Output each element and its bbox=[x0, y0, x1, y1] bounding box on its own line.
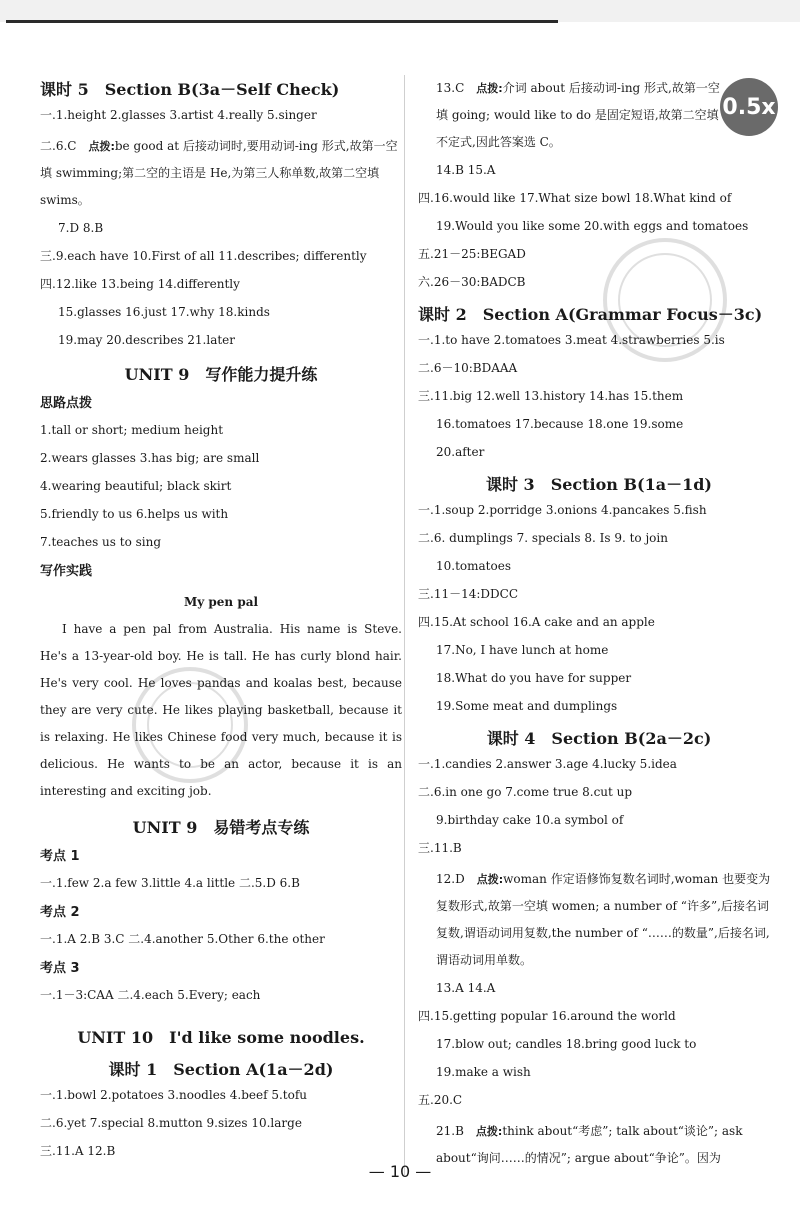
answer-line: 2.wears glasses 3.has big; are small bbox=[40, 451, 260, 465]
top-bar bbox=[0, 0, 800, 22]
answer-explanation: 二.6.C 点拨:be good at 后接动词时,要用动词-ing 形式,故第一空填 swimming;第二空的主语是 He,为第三人称单数,故第二空填 swims。 bbox=[40, 139, 398, 207]
answer-line: 1.tall or short; medium height bbox=[40, 423, 224, 437]
answer-line: 四.16.would like 17.What size bowl 18.What kind of bbox=[418, 191, 732, 205]
answer-line: 一.1.to have 2.tomatoes 3.meat 4.strawberries 5.is bbox=[418, 333, 725, 347]
answer-line: 19.Would you like some 20.with eggs and tomatoes bbox=[436, 219, 749, 233]
answer-line: 四.15.At school 16.A cake and an apple bbox=[418, 615, 655, 629]
lesson-title: 课时 5 Section B(3a－Self Check) bbox=[40, 80, 340, 99]
answer-line: 二.6.yet 7.special 8.mutton 9.sizes 10.large bbox=[40, 1116, 302, 1130]
lesson-title: 课时 1 Section A(1a－2d) bbox=[108, 1060, 334, 1079]
answer-line: 15.glasses 16.just 17.why 18.kinds bbox=[58, 305, 270, 319]
answer-line: 4.wearing beautiful; black skirt bbox=[40, 479, 232, 493]
answer-line: 三.11.big 12.well 13.history 14.has 15.them bbox=[418, 389, 684, 403]
sub-heading: 考点 3 bbox=[40, 961, 80, 976]
answer-line: 7.D 8.B bbox=[58, 221, 104, 235]
answer-line: 三.11.B bbox=[418, 841, 462, 855]
answer-line: 五.20.C bbox=[418, 1093, 463, 1107]
right-column bbox=[418, 75, 780, 1172]
answer-line: 19.may 20.describes 21.later bbox=[58, 333, 236, 347]
answer-line: 10.tomatoes bbox=[436, 559, 511, 573]
answer-line: 7.teaches us to sing bbox=[40, 535, 162, 549]
answer-line: 16.tomatoes 17.because 18.one 19.some bbox=[436, 417, 684, 431]
unit-heading: UNIT 10 I'd like some noodles. bbox=[77, 1028, 365, 1047]
answer-line: 一.1.A 2.B 3.C 二.4.another 5.Other 6.the other bbox=[40, 932, 325, 946]
unit-heading: UNIT 9 易错考点专练 bbox=[132, 818, 310, 837]
answer-line: 一.1.height 2.glasses 3.artist 4.really 5.singer bbox=[40, 108, 317, 122]
answer-line: 一.1.few 2.a few 3.little 4.a little 二.5.D 6.B bbox=[40, 876, 300, 890]
answer-line: 9.birthday cake 10.a symbol of bbox=[436, 813, 624, 827]
answer-line: 五.21－25:BEGAD bbox=[418, 247, 526, 261]
answer-line: 三.11.A 12.B bbox=[40, 1144, 116, 1158]
answer-line: 二.6. dumplings 7. specials 8. Is 9. to join bbox=[418, 531, 668, 545]
left-column bbox=[40, 75, 402, 1169]
answer-explanation: 12.D 点拨:woman 作定语修饰复数名词时,woman 也要变为复数形式,故第一空填 women; a number of “许多”,后接名词复数,谓语动词用复数,the number of “……的数量”,后接名词,谓语动词用单数。 bbox=[436, 872, 771, 967]
answer-line: 20.after bbox=[436, 445, 485, 459]
answer-line: 一.1.candies 2.answer 3.age 4.lucky 5.idea bbox=[418, 757, 677, 771]
answer-line: 18.What do you have for supper bbox=[436, 671, 632, 685]
answer-explanation: 13.C 点拨:介词 about 后接动词-ing 形式,故第一空填 going; would like to do 是固定短语,故第二空填不定式,因此答案选 C。 bbox=[436, 81, 720, 149]
answer-line: 17.No, I have lunch at home bbox=[436, 643, 609, 657]
answer-line: 三.9.each have 10.First of all 11.describes; differently bbox=[40, 249, 367, 263]
sub-heading: 写作实践 bbox=[40, 564, 93, 579]
top-rule bbox=[6, 20, 558, 23]
answer-line: 17.blow out; candles 18.bring good luck to bbox=[436, 1037, 697, 1051]
page-number: — 10 — bbox=[368, 1162, 432, 1181]
lesson-title: 课时 2 Section A(Grammar Focus－3c) bbox=[418, 305, 763, 324]
answer-line: 四.12.like 13.being 14.differently bbox=[40, 277, 240, 291]
essay-paragraph: I have a pen pal from Australia. His name is Steve. He's a 13-year-old boy. He is tall. He has curly blond hair. He's very cool. He loves pandas and koalas best, because they are very cute. He likes playing basketball, because it is relaxing. He likes Chinese food very much, because it is delicious. He wants to be an actor, because it is an interesting and exciting job. bbox=[40, 622, 402, 798]
essay-title: My pen pal bbox=[183, 595, 259, 609]
sub-heading: 考点 2 bbox=[40, 905, 80, 920]
answer-line: 13.A 14.A bbox=[436, 981, 496, 995]
unit-heading: UNIT 9 写作能力提升练 bbox=[124, 365, 318, 384]
answer-line: 19.make a wish bbox=[436, 1065, 531, 1079]
answer-line: 一.1.bowl 2.potatoes 3.noodles 4.beef 5.tofu bbox=[40, 1088, 308, 1102]
answer-line: 5.friendly to us 6.helps us with bbox=[40, 507, 229, 521]
answer-line: 三.11－14:DDCC bbox=[418, 587, 519, 601]
answer-line: 六.26－30:BADCB bbox=[418, 275, 526, 289]
answer-line: 14.B 15.A bbox=[436, 163, 496, 177]
answer-line: 二.6－10:BDAAA bbox=[418, 361, 518, 375]
answer-line: 二.6.in one go 7.come true 8.cut up bbox=[418, 785, 633, 799]
zoom-badge[interactable]: 0.5x bbox=[720, 78, 778, 136]
answer-line: 一.1.soup 2.porridge 3.onions 4.pancakes 5.fish bbox=[418, 503, 707, 517]
sub-heading: 思路点拨 bbox=[40, 396, 93, 411]
column-divider bbox=[404, 75, 405, 1175]
answer-line: 19.Some meat and dumplings bbox=[436, 699, 618, 713]
sub-heading: 考点 1 bbox=[40, 849, 80, 864]
answer-line: 四.15.getting popular 16.around the world bbox=[418, 1009, 676, 1023]
answer-line: 一.1－3:CAA 二.4.each 5.Every; each bbox=[40, 988, 261, 1002]
lesson-title: 课时 3 Section B(1a－1d) bbox=[485, 475, 712, 494]
lesson-title: 课时 4 Section B(2a－2c) bbox=[486, 729, 712, 748]
answer-explanation: 21.B 点拨:think about“考虑”; talk about“谈论”; ask about“询问……的情况”; argue about“争论”。因为 bbox=[436, 1124, 743, 1165]
